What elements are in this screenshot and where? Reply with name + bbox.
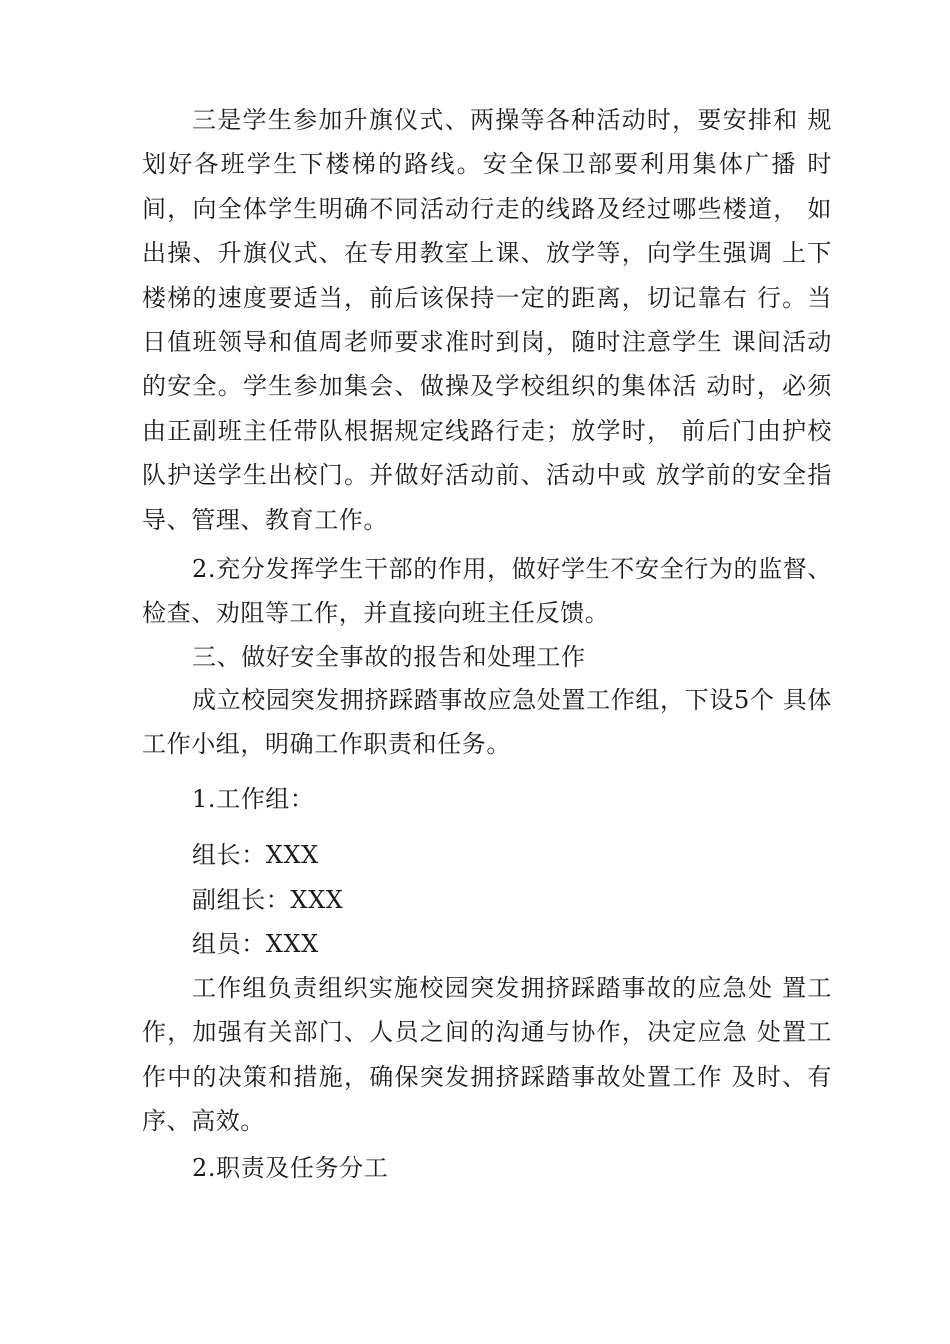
paragraph-stair-route-planning: 三是学生参加升旗仪式、两操等各种活动时，要安排和 规划好各班学生下楼梯的路线。安全保卫部要利用集体广播 时间，向全体学生明确不同活动行走的线路及经过哪些楼道， 如出操、升旗仪式、在专用教室上课、放学等，向学生强调 上下楼梯的速度要适当，前后该保持一定的距离，切记靠右 行。当日值班领导和值周老师要求准时到岗，随时注意学生 课间活动的安全。学生参加集会、做操及学校组织的集体活 动时，必须由正副班主任带队根据规定线路行走；放学时， 前后门由护校队护送学生出校门。并做好活动前、活动中或 放学前的安全指导、管理、教育工作。 [142, 106, 832, 534]
list-item-deputy-leader: 副组长：XXX [192, 886, 344, 914]
paragraph-group-responsibilities: 工作组负责组织实施校园突发拥挤踩踏事故的应急处 置工作，加强有关部门、人员之间的沟通与协作，决定应急 处置工作中的决策和措施，确保突发拥挤踩踏事故处置工作 及时、有序、高效。 [142, 974, 832, 1136]
section-heading-accident-reporting: 三、做好安全事故的报告和处理工作 [192, 643, 586, 671]
paragraph-student-cadres: 2.充分发挥学生干部的作用，做好学生不安全行为的监督、检查、劝阻等工作，并直接向班主任反馈。 [142, 555, 832, 628]
list-item-group-leader: 组长：XXX [192, 841, 319, 869]
paragraph-emergency-team: 成立校园突发拥挤踩踏事故应急处置工作组，下设5个 具体工作小组，明确工作职责和任务。 [142, 686, 832, 759]
list-item-working-group: 1.工作组： [192, 785, 315, 813]
list-item-group-members: 组员：XXX [192, 930, 319, 958]
list-item-duties-division: 2.职责及任务分工 [192, 1154, 389, 1182]
